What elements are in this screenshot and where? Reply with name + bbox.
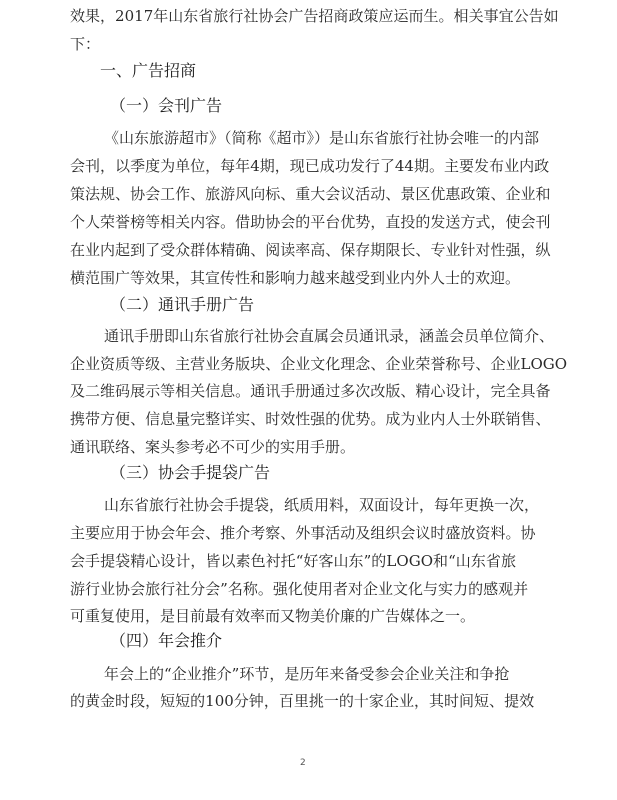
body-line: 可重复使用，是目前最有效率而又物美价廉的广告媒体之一。	[70, 607, 476, 625]
body-line: 通讯联络、案头参考必不可少的实用手册。	[70, 438, 356, 456]
body-line-justified: 的 黄 金 时 段 ， 短 短 的 1 0 0 分 钟 ， 百 里 挑 一 的 十 家 企 业 ， 其 时 间 短 、 提 效	[70, 692, 535, 710]
body-line-justified: 个 人 荣 誉 榜 等 相 关 内 容 。 借 助 协 会 的 平 台 优 势 ， 直 投 的 发 送 方 式 ， 使 会 刊	[70, 213, 551, 231]
subsection-heading-3: （三）协会手提袋广告	[110, 463, 271, 482]
body-line-justified: 游 行 业 协 会 旅 行 社 分 会 ” 名 称 。 强 化 使 用 者 对 企 业 文 化 与 实 力 的 感 观 并	[70, 580, 529, 598]
section-heading: 一、广告招商	[100, 61, 197, 80]
body-line: 通讯手册即山东省旅行社协会直属会员通讯录，涵盖会员单位简介、	[104, 327, 555, 345]
body-line: 《山东旅游超市》（简称《超市》）是山东省旅行社协会唯一的内部	[104, 129, 540, 147]
body-line-justified: 会 刊 ， 以 季 度 为 单 位 ， 每 年 4 期 ， 现 已 成 功 发 行 了 4 4 期 。 主 要 发 布 业 内 政	[70, 157, 550, 175]
body-line-justified: 企 业 资 质 等 级 、 主 营 业 务 版 块 、 企 业 文 化 理 念 、 企 业 荣 誉 称 号 、 企 业 L O G O	[70, 355, 568, 373]
body-line: 山东省旅行社协会手提袋，纸质用料，双面设计，每年更换一次，	[104, 496, 540, 514]
body-line-justified: 策 法 规 、 协 会 工 作 、 旅 游 风 向 标 、 重 大 会 议 活 动 、 景 区 优 惠 政 策 、 企 业 和	[70, 185, 551, 203]
subsection-heading-2: （二）通讯手册广告	[110, 295, 255, 314]
body-line-justified: 会 手 提 袋 精 心 设 计 ， 皆 以 素 色 衬 托 “ 好 客 山 东 ” 的 L O G O 和 “ 山 东 省 旅	[70, 552, 516, 570]
intro-line-2: 下：	[70, 35, 101, 53]
intro-line-1: 效 果 ， 2 0 1 7 年 山 东 省 旅 行 社 协 会 广 告 招 商 政 策 应 运 而 生 。 相 关 事 宜 公 告 如	[70, 7, 559, 25]
body-line: 横范围广等效果，其宣传性和影响力越来越受到业内外人士的欢迎。	[70, 269, 521, 287]
body-line: 年会上的“企业推介”环节，是历年来备受参会企业关注和争抢	[104, 665, 510, 683]
page-number: 2	[300, 758, 306, 768]
subsection-heading-4: （四）年会推介	[110, 631, 223, 650]
body-line-justified: 及 二 维 码 展 示 等 相 关 信 息 。 通 讯 手 册 通 过 多 次 改 版 、 精 心 设 计 ， 完 全 具 备	[70, 382, 551, 400]
subsection-heading-1: （一）会刊广告	[110, 96, 223, 115]
body-line-justified: 携 带 方 便 、 信 息 量 完 整 详 实 、 时 效 性 强 的 优 势 。 成 为 业 内 人 士 外 联 销 售 、	[70, 410, 551, 428]
body-line-justified: 在 业 内 起 到 了 受 众 群 体 精 确 、 阅 读 率 高 、 保 存 期 限 长 、 专 业 针 对 性 强 ， 纵	[70, 241, 551, 259]
body-line-justified: 主 要 应 用 于 协 会 年 会 、 推 介 考 察 、 外 事 活 动 及 组 织 会 议 时 盛 放 资 料 。 协	[70, 524, 536, 542]
